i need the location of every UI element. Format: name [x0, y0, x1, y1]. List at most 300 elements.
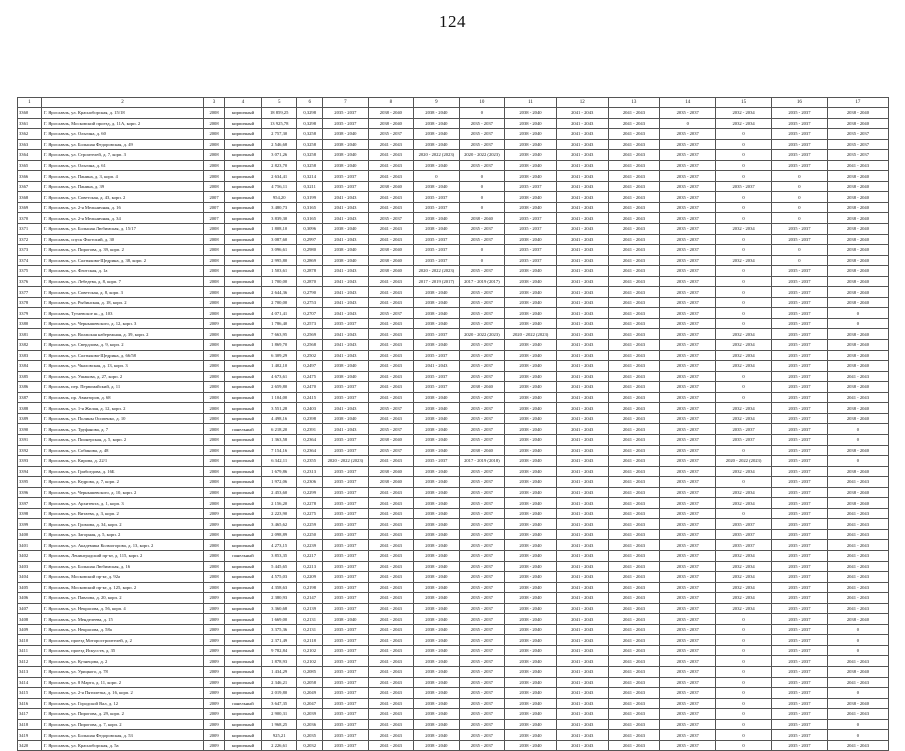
- table-row: [18, 487, 889, 498]
- table-cell: 2041 - 2043: [368, 487, 414, 498]
- table-row: [18, 139, 889, 150]
- table-cell: 2008: [204, 498, 225, 509]
- column-number: 4: [224, 98, 261, 108]
- table-cell: 0,2980: [297, 245, 323, 256]
- table-cell: 2038 - 2040: [505, 529, 557, 540]
- table-cell: 2041 - 2043: [368, 624, 414, 635]
- address-cell: Г. Ярославль, спуск Флотский, д. 30: [41, 234, 203, 245]
- table-cell: 1 104,00: [262, 392, 297, 403]
- table-cell: 2035 - 2037: [772, 371, 828, 382]
- table-cell: 2020 - 2022 (2023): [459, 329, 505, 340]
- table-cell: 2038 - 2040: [827, 171, 888, 182]
- table-cell: 2035 - 2037: [660, 150, 716, 161]
- column-number: 17: [827, 98, 888, 108]
- table-cell: 2035 - 2037: [459, 730, 505, 741]
- table-cell: 0: [716, 656, 772, 667]
- table-cell: 2009: [204, 688, 225, 699]
- table-cell: 0: [459, 108, 505, 119]
- table-cell: 0: [827, 688, 888, 699]
- table-cell: 2008: [204, 456, 225, 467]
- table-cell: 0: [660, 118, 716, 129]
- address-cell: Г. Ярославль, ул. Труфанова, д. 7: [41, 424, 203, 435]
- table-cell: 2009: [204, 508, 225, 519]
- table-cell: 0: [827, 424, 888, 435]
- table-cell: 1 669,00: [262, 614, 297, 625]
- table-cell: 2038 - 2040: [505, 129, 557, 140]
- table-cell: 3380: [18, 318, 42, 329]
- table-cell: 2038 - 2040: [414, 593, 460, 604]
- table-cell: 2041 - 2043: [608, 635, 660, 646]
- table-cell: 0: [827, 318, 888, 329]
- table-cell: 0,3214: [297, 171, 323, 182]
- table-cell: 2041 - 2043: [827, 572, 888, 583]
- table-cell: 0,3199: [297, 192, 323, 203]
- table-cell: 0: [459, 202, 505, 213]
- table-cell: 2 226,61: [262, 740, 297, 751]
- table-cell: 2035 - 2037: [716, 424, 772, 435]
- table-cell: 2041 - 2043: [368, 688, 414, 699]
- table-cell: 2038 - 2040: [505, 297, 557, 308]
- column-number: 3: [204, 98, 225, 108]
- table-cell: 2035 - 2037: [459, 740, 505, 751]
- table-cell: 3392: [18, 445, 42, 456]
- table-cell: 2041 - 2043: [368, 139, 414, 150]
- table-cell: 2035 - 2037: [459, 318, 505, 329]
- table-cell: 2035 - 2037: [660, 519, 716, 530]
- table-cell: 2035 - 2037: [459, 572, 505, 583]
- table-cell: 0: [716, 202, 772, 213]
- table-cell: 3395: [18, 477, 42, 488]
- table-cell: 2035 - 2037: [660, 445, 716, 456]
- column-number: 9: [414, 98, 460, 108]
- table-cell: 2007: [204, 202, 225, 213]
- table-cell: 1 402,10: [262, 361, 297, 372]
- table-cell: 2041 - 2043: [323, 424, 369, 435]
- address-cell: Г. Ярославль, ул. Витаева, д. 3, корп. 2: [41, 508, 203, 519]
- table-cell: 2009: [204, 677, 225, 688]
- table-cell: 2041 - 2043: [827, 582, 888, 593]
- table-cell: 0,2039: [297, 709, 323, 720]
- table-cell: 2038 - 2040: [505, 635, 557, 646]
- table-cell: 2041 - 2043: [608, 540, 660, 551]
- table-cell: 2035 - 2037: [827, 139, 888, 150]
- address-cell: Г. Ярославль, ул. Чернышевского, д. 10, корп. 2: [41, 487, 203, 498]
- table-cell: 2009: [204, 709, 225, 720]
- table-row: [18, 572, 889, 583]
- table-cell: 2035 - 2037: [459, 688, 505, 699]
- table-cell: 2041 - 2043: [368, 709, 414, 720]
- table-cell: кирпичный: [224, 740, 261, 751]
- table-cell: 2008: [204, 181, 225, 192]
- table-cell: 2038 - 2040: [827, 276, 888, 287]
- table-cell: 2035 - 2037: [772, 160, 828, 171]
- table-cell: кирпичный: [224, 730, 261, 741]
- table-cell: 2041 - 2043: [368, 202, 414, 213]
- table-cell: 2035 - 2037: [323, 666, 369, 677]
- table-cell: 2035 - 2037: [323, 582, 369, 593]
- table-cell: 2041 - 2043: [608, 740, 660, 751]
- table-body: [18, 98, 889, 751]
- table-cell: 0: [772, 202, 828, 213]
- table-cell: 3389: [18, 413, 42, 424]
- address-cell: Г. Ярославль, ул. Кирова, д. 22/1: [41, 456, 203, 467]
- table-cell: 0: [716, 677, 772, 688]
- table-cell: 2008: [204, 403, 225, 414]
- table-cell: 2035 - 2037: [772, 287, 828, 298]
- table-cell: 2038 - 2040: [323, 139, 369, 150]
- table-cell: 0,2299: [297, 487, 323, 498]
- table-row: [18, 108, 889, 119]
- table-cell: 2035 - 2037: [368, 213, 414, 224]
- table-cell: 2035 - 2037: [505, 224, 557, 235]
- table-cell: 2038 - 2040: [414, 434, 460, 445]
- table-cell: 2009: [204, 645, 225, 656]
- address-cell: Г. Ярославль, ул. Ушакова, д. 27, корп. 2: [41, 371, 203, 382]
- address-cell: Г. Ярославль, пер. Первомайский, д. 11: [41, 382, 203, 393]
- table-cell: 2038 - 2040: [827, 614, 888, 625]
- table-cell: 0,2036: [297, 719, 323, 730]
- table-cell: 0,2364: [297, 434, 323, 445]
- table-cell: 2035 - 2037: [459, 361, 505, 372]
- table-cell: 0: [827, 730, 888, 741]
- table-cell: 2020 - 2022 (2023): [459, 150, 505, 161]
- table-cell: 2041 - 2043: [368, 224, 414, 235]
- table-cell: 2038 - 2040: [505, 266, 557, 277]
- table-cell: 2041 - 2043: [368, 371, 414, 382]
- table-cell: 2041 - 2043: [556, 445, 608, 456]
- table-cell: 2038 - 2040: [505, 445, 557, 456]
- table-cell: 2041 - 2043: [608, 276, 660, 287]
- table-cell: 2041 - 2043: [608, 350, 660, 361]
- table-cell: 2035 - 2037: [323, 709, 369, 720]
- table-cell: 0,2569: [297, 329, 323, 340]
- table-cell: 0: [716, 318, 772, 329]
- table-cell: 2041 - 2043: [827, 677, 888, 688]
- table-cell: 0: [716, 635, 772, 646]
- table-cell: 2035 - 2037: [459, 234, 505, 245]
- table-cell: 2041 - 2043: [827, 709, 888, 720]
- table-cell: 2035 - 2037: [772, 698, 828, 709]
- table-cell: 2035 - 2037: [323, 318, 369, 329]
- table-cell: 2035 - 2037: [459, 498, 505, 509]
- table-cell: 2041 - 2043: [556, 614, 608, 625]
- table-cell: 3396: [18, 487, 42, 498]
- address-cell: Г. Ярославль, Тутаевское ш., д. 103: [41, 308, 203, 319]
- table-cell: 0: [827, 635, 888, 646]
- table-cell: 2041 - 2043: [368, 329, 414, 340]
- table-cell: 2038 - 2040: [827, 202, 888, 213]
- table-cell: 2038 - 2040: [414, 487, 460, 498]
- table-cell: 2032 - 2034: [716, 329, 772, 340]
- table-cell: 2035 - 2037: [323, 181, 369, 192]
- table-cell: 2038 - 2040: [505, 572, 557, 583]
- table-cell: 2035 - 2037: [459, 160, 505, 171]
- table-row: [18, 666, 889, 677]
- table-cell: 0,2239: [297, 540, 323, 551]
- table-cell: 2038 - 2040: [505, 382, 557, 393]
- table-cell: 2041 - 2043: [608, 529, 660, 540]
- table-cell: 3414: [18, 677, 42, 688]
- table-cell: 2041 - 2043: [368, 456, 414, 467]
- table-cell: 1 972,06: [262, 477, 297, 488]
- table-row: [18, 129, 889, 140]
- table-cell: кирпичный: [224, 318, 261, 329]
- table-cell: 2038 - 2040: [323, 255, 369, 266]
- table-cell: 2041 - 2043: [827, 392, 888, 403]
- table-cell: 2041 - 2043: [556, 624, 608, 635]
- table-cell: 2041 - 2043: [608, 392, 660, 403]
- table-cell: 2041 - 2043: [368, 540, 414, 551]
- table-cell: 2038 - 2040: [414, 614, 460, 625]
- table-cell: 2041 - 2043: [608, 508, 660, 519]
- table-cell: 2035 - 2037: [660, 392, 716, 403]
- table-cell: 2 453,60: [262, 487, 297, 498]
- table-cell: 2041 - 2043: [368, 656, 414, 667]
- address-cell: Г. Ярославль, ул. Некрасова, д. 58а: [41, 624, 203, 635]
- table-cell: 2038 - 2040: [505, 603, 557, 614]
- column-number: 10: [459, 98, 505, 108]
- table-cell: 2035 - 2037: [323, 572, 369, 583]
- table-cell: 2038 - 2040: [827, 245, 888, 256]
- table-cell: 2035 - 2037: [414, 329, 460, 340]
- table-cell: 2035 - 2037: [660, 181, 716, 192]
- table-cell: 2 900,31: [262, 709, 297, 720]
- table-row: [18, 297, 889, 308]
- table-cell: кирпичный: [224, 445, 261, 456]
- table-cell: кирпичный: [224, 361, 261, 372]
- table-cell: 2035 - 2037: [459, 529, 505, 540]
- table-cell: 2035 - 2037: [459, 139, 505, 150]
- table-cell: 2035 - 2037: [459, 118, 505, 129]
- table-cell: 2032 - 2034: [716, 118, 772, 129]
- table-cell: 0: [459, 255, 505, 266]
- table-cell: 3381: [18, 329, 42, 340]
- table-cell: кирпичный: [224, 297, 261, 308]
- table-row: [18, 255, 889, 266]
- table-cell: 0: [716, 139, 772, 150]
- table-cell: 2035 - 2037: [660, 487, 716, 498]
- table-cell: панельный: [224, 424, 261, 435]
- table-cell: 2038 - 2040: [414, 108, 460, 119]
- table-cell: 2038 - 2040: [414, 572, 460, 583]
- table-cell: 2041 - 2043: [368, 572, 414, 583]
- table-cell: 2041 - 2043: [556, 224, 608, 235]
- table-cell: 2035 - 2037: [459, 308, 505, 319]
- table-cell: 2035 - 2037: [459, 540, 505, 551]
- table-cell: 2035 - 2037: [323, 635, 369, 646]
- table-row: [18, 160, 889, 171]
- table-cell: 1 700,00: [262, 276, 297, 287]
- table-cell: кирпичный: [224, 572, 261, 583]
- table-cell: кирпичный: [224, 635, 261, 646]
- table-cell: 3411: [18, 645, 42, 656]
- table-cell: кирпичный: [224, 413, 261, 424]
- table-cell: 2038 - 2040: [368, 255, 414, 266]
- table-cell: 2008: [204, 329, 225, 340]
- table-cell: 2035 - 2037: [660, 371, 716, 382]
- table-cell: 2041 - 2043: [556, 181, 608, 192]
- address-cell: Г. Ярославль, пр. Авиаторов, д. 68: [41, 392, 203, 403]
- table-cell: кирпичный: [224, 350, 261, 361]
- table-cell: 2035 - 2037: [772, 224, 828, 235]
- table-cell: 3410: [18, 635, 42, 646]
- table-cell: 2008: [204, 382, 225, 393]
- table-cell: 2038 - 2040: [414, 603, 460, 614]
- table-cell: 2041 - 2043: [608, 698, 660, 709]
- table-cell: 2035 - 2037: [660, 540, 716, 551]
- table-cell: 2035 - 2037: [368, 445, 414, 456]
- table-cell: 2041 - 2043: [368, 645, 414, 656]
- table-cell: 3418: [18, 719, 42, 730]
- table-cell: 2041 - 2043: [556, 129, 608, 140]
- table-cell: 0,2997: [297, 234, 323, 245]
- table-row: [18, 698, 889, 709]
- address-cell: Г. Ярославль, Ленинградский пр-кт, д. 115, корп. 2: [41, 550, 203, 561]
- table-cell: 2035 - 2037: [459, 677, 505, 688]
- table-cell: 2038 - 2040: [505, 118, 557, 129]
- table-cell: 2041 - 2043: [368, 730, 414, 741]
- table-cell: 2035 - 2037: [660, 666, 716, 677]
- table-cell: 2035 - 2037: [323, 550, 369, 561]
- table-row: [18, 677, 889, 688]
- table-cell: 2032 - 2034: [716, 572, 772, 583]
- table-cell: 2035 - 2037: [716, 540, 772, 551]
- address-cell: Г. Ярославль, ул. Панина, д. 39: [41, 181, 203, 192]
- table-cell: 2038 - 2040: [827, 297, 888, 308]
- table-cell: 2008: [204, 487, 225, 498]
- table-cell: 2038 - 2040: [323, 129, 369, 140]
- table-cell: 2038 - 2040: [414, 508, 460, 519]
- table-cell: 9 782,84: [262, 645, 297, 656]
- address-cell: Г. Ярославль, ул. Пирогова, д. 7, корп. 2: [41, 719, 203, 730]
- table-cell: 2041 - 2043: [556, 340, 608, 351]
- table-cell: 3385: [18, 371, 42, 382]
- table-cell: 3 096,61: [262, 245, 297, 256]
- table-cell: 2038 - 2040: [368, 118, 414, 129]
- table-cell: 0: [459, 171, 505, 182]
- table-cell: 2041 - 2043: [827, 160, 888, 171]
- table-cell: 2035 - 2037: [505, 181, 557, 192]
- table-cell: 2041 - 2043: [608, 108, 660, 119]
- table-cell: 2035 - 2037: [660, 202, 716, 213]
- table-cell: 3 071,26: [262, 150, 297, 161]
- table-cell: 2041 - 2043: [368, 287, 414, 298]
- table-cell: 2038 - 2040: [505, 403, 557, 414]
- table-cell: 2041 - 2043: [556, 403, 608, 414]
- table-cell: 2041 - 2043: [556, 550, 608, 561]
- address-cell: Г. Ярославль, ул. Большая Федоровская, д. 53: [41, 730, 203, 741]
- table-cell: 0: [716, 150, 772, 161]
- table-cell: 2035 - 2037: [772, 582, 828, 593]
- table-cell: 3376: [18, 276, 42, 287]
- table-cell: 3364: [18, 150, 42, 161]
- table-cell: 2041 - 2043: [608, 224, 660, 235]
- table-cell: 2038 - 2040: [505, 740, 557, 751]
- address-cell: Г. Ярославль, ул. 8 Марта, д. 11, корп. 2: [41, 677, 203, 688]
- table-cell: 2038 - 2040: [505, 719, 557, 730]
- table-cell: 2035 - 2037: [772, 540, 828, 551]
- table-cell: 2008: [204, 160, 225, 171]
- table-cell: 2041 - 2043: [608, 371, 660, 382]
- table-cell: 2035 - 2037: [772, 445, 828, 456]
- table-cell: 2035 - 2037: [323, 561, 369, 572]
- table-cell: 954,20: [262, 192, 297, 203]
- table-cell: кирпичный: [224, 276, 261, 287]
- table-row: [18, 709, 889, 720]
- table-cell: кирпичный: [224, 498, 261, 509]
- table-cell: 3382: [18, 340, 42, 351]
- table-cell: 2041 - 2043: [323, 340, 369, 351]
- table-cell: 0,2870: [297, 276, 323, 287]
- table-cell: 2038 - 2040: [459, 213, 505, 224]
- table-cell: 2041 - 2043: [608, 118, 660, 129]
- table-cell: 2038 - 2040: [505, 350, 557, 361]
- table-cell: 2 546,68: [262, 139, 297, 150]
- table-cell: 2035 - 2037: [459, 656, 505, 667]
- table-cell: 2041 - 2043: [608, 160, 660, 171]
- table-cell: 2 634,41: [262, 171, 297, 182]
- table-row: [18, 477, 889, 488]
- table-cell: 2 019,80: [262, 688, 297, 699]
- table-cell: 2038 - 2040: [505, 561, 557, 572]
- table-cell: 2041 - 2043: [556, 192, 608, 203]
- table-cell: 3404: [18, 572, 42, 583]
- table-cell: 2035 - 2037: [660, 192, 716, 203]
- table-cell: 2035 - 2037: [459, 350, 505, 361]
- table-cell: 0,3298: [297, 108, 323, 119]
- table-cell: 2041 - 2043: [556, 276, 608, 287]
- table-cell: 2008: [204, 572, 225, 583]
- table-cell: 2038 - 2040: [414, 118, 460, 129]
- table-cell: 2041 - 2043: [608, 572, 660, 583]
- table-cell: 2038 - 2040: [827, 403, 888, 414]
- table-cell: кирпичный: [224, 139, 261, 150]
- table-cell: 2035 - 2037: [459, 392, 505, 403]
- table-cell: 2041 - 2043: [368, 318, 414, 329]
- table-cell: кирпичный: [224, 603, 261, 614]
- table-cell: 2035 - 2037: [772, 118, 828, 129]
- table-cell: 2008: [204, 434, 225, 445]
- table-cell: 2038 - 2040: [414, 466, 460, 477]
- table-cell: 2035 - 2037: [827, 150, 888, 161]
- table-cell: 0: [716, 698, 772, 709]
- table-row: [18, 508, 889, 519]
- table-cell: 2035 - 2037: [772, 340, 828, 351]
- table-cell: 0,2497: [297, 361, 323, 372]
- table-cell: 0: [716, 645, 772, 656]
- table-cell: 2032 - 2034: [716, 224, 772, 235]
- table-cell: 2038 - 2040: [414, 181, 460, 192]
- table-cell: 2035 - 2037: [660, 593, 716, 604]
- table-cell: 2035 - 2037: [323, 508, 369, 519]
- table-cell: 2038 - 2040: [323, 160, 369, 171]
- address-cell: Г. Ярославль, ул. Академика Колмогорова, д. 13, корп. 2: [41, 540, 203, 551]
- table-cell: 2032 - 2034: [716, 561, 772, 572]
- address-cell: Г. Ярославль, ул. Большая Федоровская, д. 49: [41, 139, 203, 150]
- table-cell: 3 465,62: [262, 519, 297, 530]
- table-cell: 2038 - 2040: [414, 498, 460, 509]
- table-cell: 2038 - 2040: [827, 255, 888, 266]
- table-cell: 2009: [204, 740, 225, 751]
- table-cell: 2041 - 2043: [556, 371, 608, 382]
- table-cell: 0,3298: [297, 118, 323, 129]
- table-cell: 2035 - 2037: [660, 308, 716, 319]
- table-cell: 2041 - 2043: [556, 424, 608, 435]
- table-cell: 2032 - 2034: [716, 340, 772, 351]
- table-cell: 2035 - 2037: [660, 361, 716, 372]
- table-cell: 2035 - 2037: [660, 424, 716, 435]
- table-cell: 2035 - 2037: [459, 561, 505, 572]
